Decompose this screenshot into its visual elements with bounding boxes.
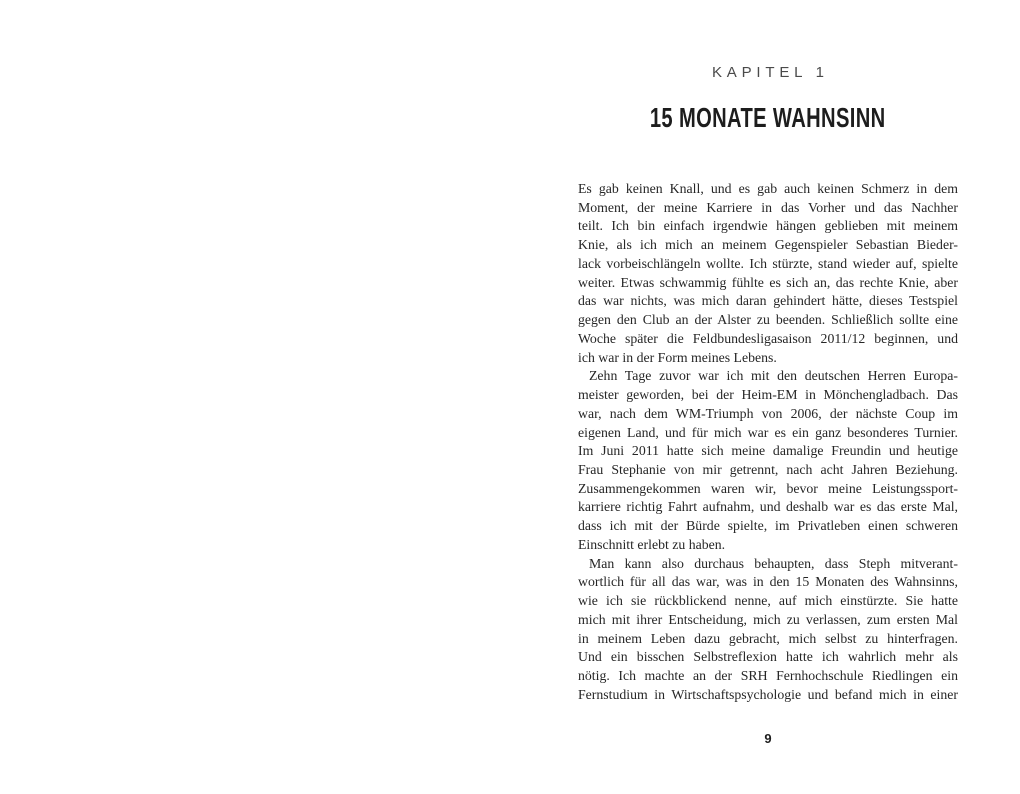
text-line: Einschnitt erlebt zu haben. bbox=[578, 536, 726, 552]
text-line: das war nichts, was mich daran gehindert hätte, dieses Testspiel bbox=[578, 293, 958, 309]
text-line: wie ich sie rückblickend nenne, auf mich einstürzte. Sie hatte bbox=[578, 593, 958, 609]
text-line: Zusammengekommen waren wir, bevor meine Leistungssport- bbox=[578, 480, 958, 496]
chapter-kicker: KAPITEL 1 bbox=[711, 64, 829, 81]
text-line: mich mit ihrer Entscheidung, mich zu verlassen, zum ersten Mal bbox=[578, 611, 958, 627]
text-line: Fernstudium in Wirtschaftspsychologie und befand mich in einer bbox=[578, 686, 958, 702]
text-line: wortlich für all das war, was in den 15 Monaten des Wahnsinns, bbox=[578, 574, 958, 590]
text-line: teilt. Ich bin einfach irgendwie hängen geblieben mit meinem bbox=[578, 218, 958, 234]
text-line: karriere richtig Fahrt aufnahm, und deshalb war es das erste Mal, bbox=[578, 499, 958, 515]
text-line: war, nach dem WM-Triumph von 2006, der nächste Coup im bbox=[578, 405, 958, 421]
text-line: in meinem Leben dazu gebracht, mich selbst zu hinterfragen. bbox=[578, 630, 958, 646]
text-line: Frau Stephanie von mir getrennt, nach acht Jahren Beziehung. bbox=[578, 462, 958, 478]
text-line: Woche später die Feldbundesligasaison 2011/12 beginnen, und bbox=[578, 330, 958, 346]
text-line: weiter. Etwas schwammig fühlte es sich an, das rechte Knie, aber bbox=[578, 274, 958, 290]
chapter-title bbox=[578, 103, 958, 133]
text-line: Im Juni 2011 hatte sich meine damalige Freundin und heutige bbox=[578, 443, 958, 459]
page-number: 9 bbox=[764, 731, 772, 746]
text-line: Und ein bisschen Selbstreflexion hatte ich wahrlich mehr als bbox=[578, 649, 958, 665]
text-line: meister geworden, bei der Heim-EM in Mönchengladbach. Das bbox=[578, 387, 958, 403]
text-line: Es gab keinen Knall, und es gab auch keinen Schmerz in dem bbox=[578, 181, 958, 196]
chapter-title-text: 15 MONATE WAHNSINN bbox=[650, 102, 886, 133]
text-line: Moment, der meine Karriere in das Vorher und das Nachher bbox=[578, 199, 958, 215]
text-line: dass ich mit der Bürde spielte, im Privatleben einen schweren bbox=[578, 518, 958, 534]
text-line: Man kann also durchaus behaupten, dass Steph mitverant- bbox=[589, 555, 958, 571]
text-line: eigenen Land, und für mich war es ein ganz besonderes Turnier. bbox=[578, 424, 958, 440]
text-line: Zehn Tage zuvor war ich mit den deutschen Herren Europa- bbox=[589, 368, 958, 384]
text-line: gegen den Club an der Alster zu beenden. Schließlich sollte eine bbox=[578, 312, 958, 328]
text-line: Knie, als ich mich an meinem Gegenspieler Sebastian Bieder- bbox=[578, 237, 958, 253]
body-text bbox=[578, 180, 958, 705]
text-line: ich war in der Form meines Lebens. bbox=[578, 349, 777, 365]
text-line: lack vorbeischlängeln wollte. Ich stürzte, stand wieder auf, spielte bbox=[578, 255, 958, 271]
text-line: nötig. Ich machte an der SRH Fernhochschule Riedlingen ein bbox=[578, 668, 958, 684]
